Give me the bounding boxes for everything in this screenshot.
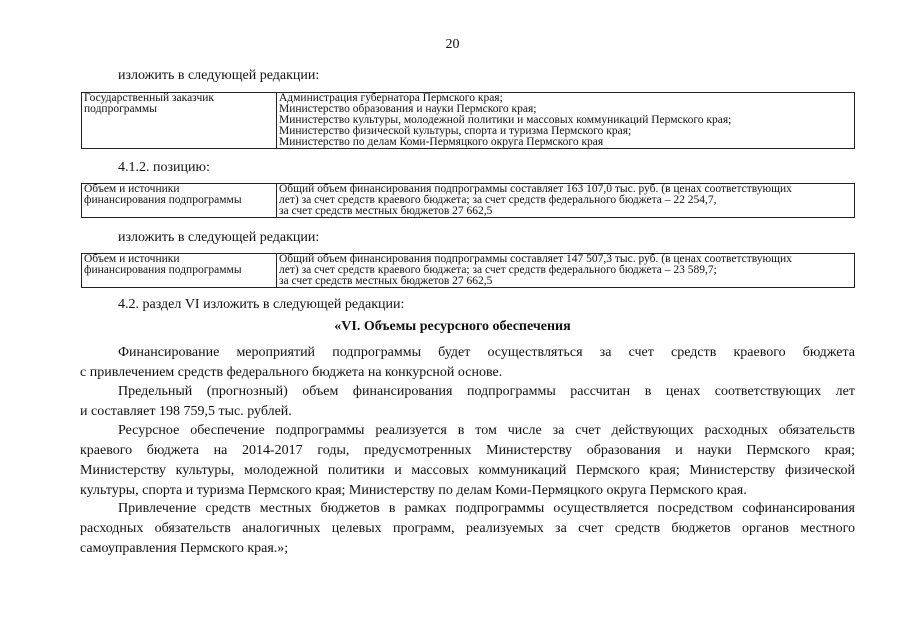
table-label-cell: Объем и источники финансирования подпрограммы bbox=[82, 254, 277, 288]
table-label-cell: Государственный заказчик подпрограммы bbox=[82, 93, 277, 149]
item-4-2: 4.2. раздел VI изложить в следующей редакции: bbox=[118, 297, 405, 312]
table-row bbox=[82, 93, 855, 149]
page-number: 20 bbox=[445, 37, 460, 52]
table-row bbox=[82, 254, 855, 288]
paragraph-1: Финансирование мероприятий подпрограммы будет осуществляться за счет средств краевого бюджета с привлечением средств федерального бюджета на конкурсной основе. bbox=[80, 345, 855, 380]
paragraph-4: Привлечение средств местных бюджетов в рамках подпрограммы осуществляется посредством софинансирования расходных обязательств аналогичных целевых программ, реализуемых за счет средств бюджетов органов местного самоуправления Пермского края.»; bbox=[80, 501, 855, 556]
table-label-cell: Объем и источники финансирования подпрограммы bbox=[82, 184, 277, 218]
table-value-cell: Общий объем финансирования подпрограммы составляет 163 107,0 тыс. руб. (в ценах соответствующих лет) за счет средств краевого бюджета; за счет средств федерального бюджета – 22 254,7, за счет средств местных бюджетов 27 662,5 bbox=[277, 184, 855, 218]
intro-text-2: изложить в следующей редакции: bbox=[118, 230, 320, 245]
section-heading: «VI. Объемы ресурсного обеспечения bbox=[334, 319, 571, 334]
item-4-1-2: 4.1.2. позицию: bbox=[118, 160, 210, 175]
intro-text-1: изложить в следующей редакции: bbox=[118, 68, 320, 83]
funding-table-new bbox=[81, 253, 855, 288]
table-value-cell: Администрация губернатора Пермского края; Министерство образования и науки Пермского края; Министерство культуры, молодежной политики и массовых коммуникаций Пермского края; Министерство физической культуры, спорта и туризма Пермского края; Министерство по делам Коми-Пермяцкого округа Пермского края bbox=[277, 93, 855, 149]
paragraph-3: Ресурсное обеспечение подпрограммы реализуется в том числе за счет действующих расходных обязательств краевого бюджета на 2014-2017 годы, предусмотренных Министерству образования и науки Пермского края; Министерству культуры, молодежной политики и массовых коммуникаций Пермского края; Министерству физической культуры, спорта и туризма Пермского края; Министерству по делам Коми-Пермяцкого округа Пермского края. bbox=[80, 423, 855, 498]
table-value-cell: Общий объем финансирования подпрограммы составляет 147 507,3 тыс. руб. (в ценах соответствующих лет) за счет средств краевого бюджета; за счет средств федерального бюджета – 23 589,7; за счет средств местных бюджетов 27 662,5 bbox=[277, 254, 855, 288]
paragraph-2: Предельный (прогнозный) объем финансирования подпрограммы рассчитан в ценах соответствующих лет и составляет 198 759,5 тыс. рублей. bbox=[80, 384, 855, 419]
funding-table-old bbox=[81, 183, 855, 218]
table-row bbox=[82, 184, 855, 218]
customer-table bbox=[81, 92, 855, 149]
